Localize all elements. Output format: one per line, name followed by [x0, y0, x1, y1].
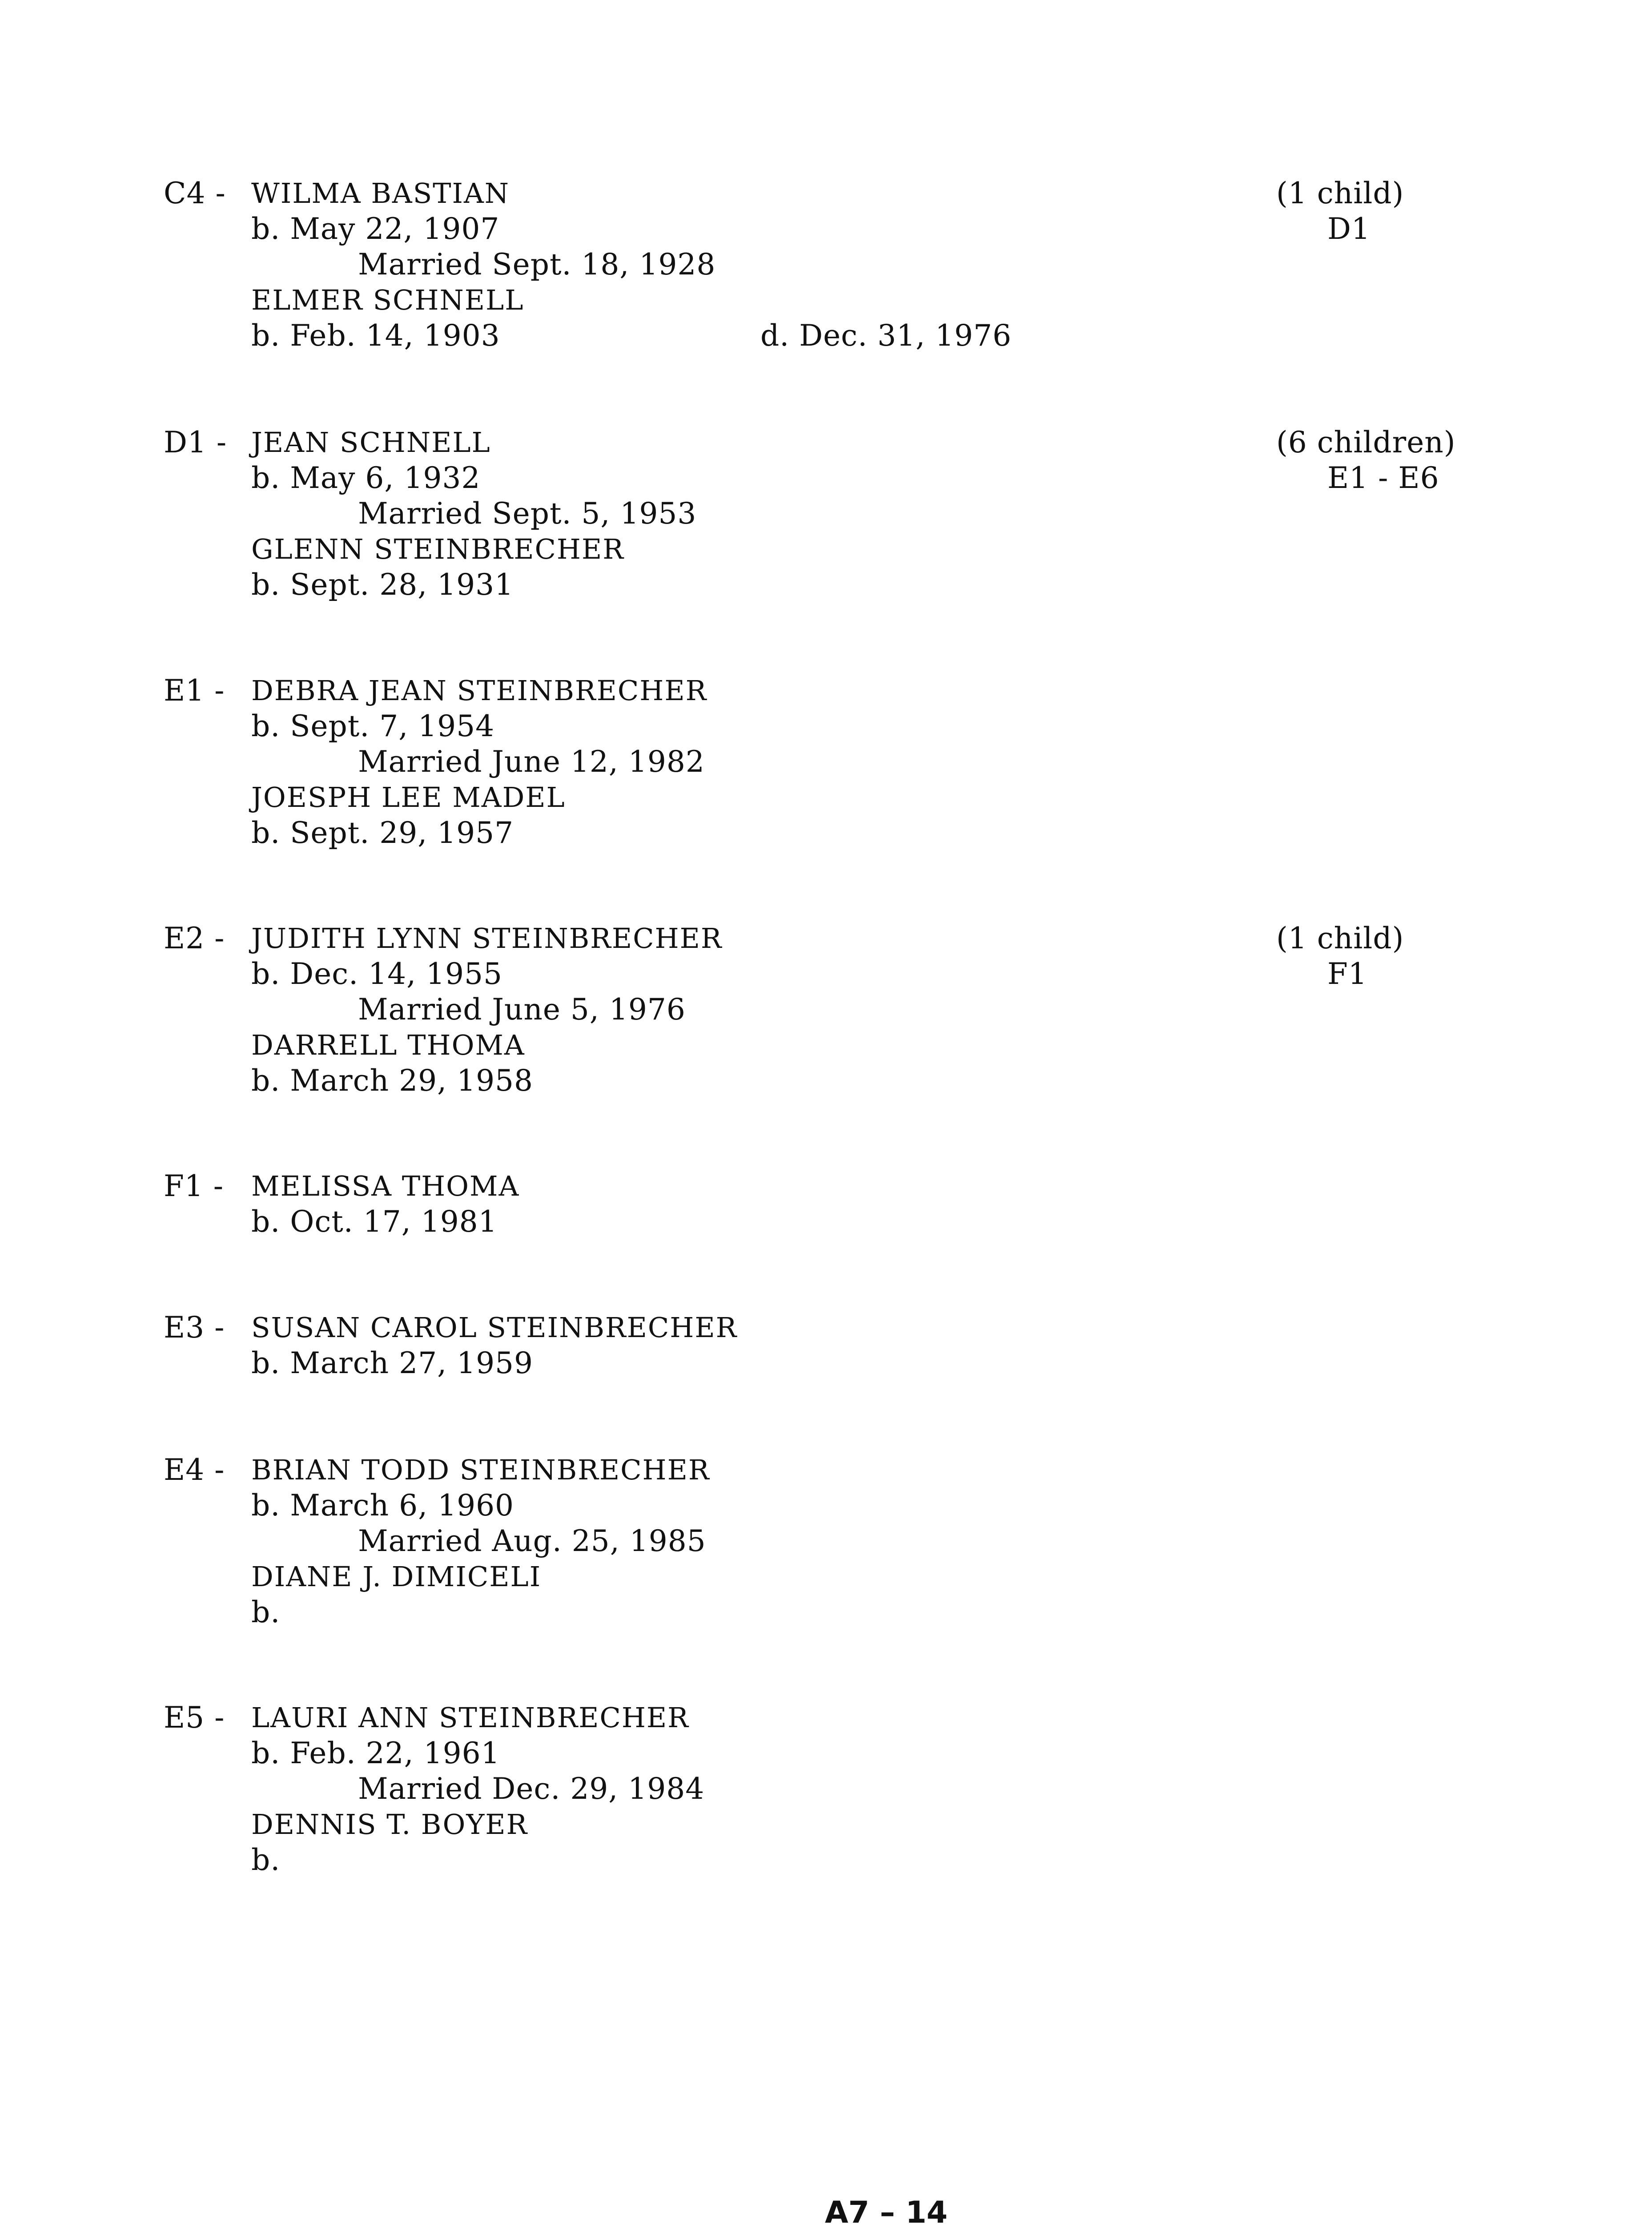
spouse-birth-date: b. Sept. 29, 1957 — [251, 816, 514, 850]
spouse-birth-date: b. — [251, 1595, 281, 1629]
children-count: (1 child) — [1276, 176, 1404, 210]
spouse-name: GLENN STEINBRECHER — [251, 533, 624, 565]
person-name: WILMA BASTIAN — [251, 177, 510, 210]
birth-date: b. Oct. 17, 1981 — [251, 1205, 498, 1239]
birth-date: b. March 27, 1959 — [251, 1346, 534, 1380]
marriage-date: Married Dec. 29, 1984 — [358, 1772, 705, 1806]
birth-date: b. Feb. 22, 1961 — [251, 1736, 500, 1770]
person-name: DEBRA JEAN STEINBRECHER — [251, 674, 707, 707]
person-name: JEAN SCHNELL — [251, 426, 491, 459]
marriage-date: Married June 12, 1982 — [358, 745, 705, 779]
marriage-date: Married June 5, 1976 — [358, 992, 686, 1027]
children-count: (1 child) — [1276, 921, 1404, 955]
spouse-death-date: d. Dec. 31, 1976 — [760, 318, 1012, 353]
spouse-name: ELMER SCHNELL — [251, 284, 524, 316]
spouse-birth-date: b. — [251, 1843, 281, 1877]
marriage-date: Married Aug. 25, 1985 — [358, 1524, 706, 1558]
entry-code: E5 - — [164, 1700, 235, 1735]
spouse-birth-date: b. Sept. 28, 1931 — [251, 568, 514, 602]
children-codes: D1 — [1327, 212, 1371, 246]
children-codes: E1 - E6 — [1327, 461, 1439, 495]
entry-code: D1 - — [164, 425, 237, 459]
marriage-date: Married Sept. 5, 1953 — [358, 496, 697, 531]
birth-date: b. Dec. 14, 1955 — [251, 957, 503, 991]
children-count: (6 children) — [1276, 425, 1456, 459]
person-name: SUSAN CAROL STEINBRECHER — [251, 1311, 738, 1344]
entry-code: C4 - — [164, 176, 236, 210]
entry-code: F1 - — [164, 1169, 234, 1203]
entry-code: E2 - — [164, 921, 235, 955]
person-name: MELISSA THOMA — [251, 1170, 520, 1202]
spouse-name: DIANE J. DIMICELI — [251, 1560, 542, 1593]
spouse-name: JOESPH LEE MADEL — [251, 781, 566, 814]
birth-date: b. May 22, 1907 — [251, 212, 500, 246]
spouse-name: DARRELL THOMA — [251, 1029, 525, 1061]
entry-code: E4 - — [164, 1453, 235, 1487]
birth-date: b. March 6, 1960 — [251, 1488, 514, 1523]
spouse-birth-date: b. March 29, 1958 — [251, 1064, 534, 1098]
person-name: BRIAN TODD STEINBRECHER — [251, 1454, 710, 1486]
birth-date: b. May 6, 1932 — [251, 461, 481, 495]
page-number: A7 – 14 — [825, 2195, 948, 2224]
spouse-birth-date: b. Feb. 14, 1903 — [251, 318, 500, 353]
spouse-name: DENNIS T. BOYER — [251, 1808, 528, 1841]
children-codes: F1 — [1327, 957, 1367, 991]
person-name: LAURI ANN STEINBRECHER — [251, 1701, 689, 1734]
marriage-date: Married Sept. 18, 1928 — [358, 247, 716, 282]
entry-code: E3 - — [164, 1310, 235, 1345]
entry-code: E1 - — [164, 673, 235, 708]
person-name: JUDITH LYNN STEINBRECHER — [251, 922, 723, 955]
birth-date: b. Sept. 7, 1954 — [251, 709, 495, 743]
